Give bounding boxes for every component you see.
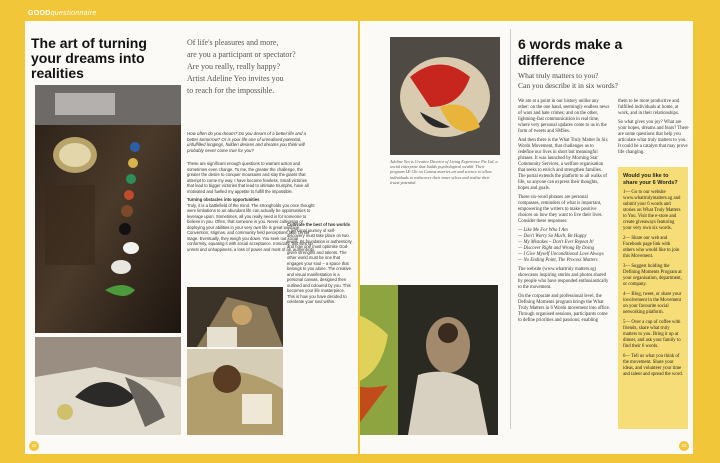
running-header xyxy=(25,9,358,21)
subhead-line: What truly matters to you? xyxy=(518,71,599,80)
article-title: The art of turning your dreams into realities xyxy=(31,35,147,81)
intro-line: are you a participant or spectator? xyxy=(187,50,296,59)
page-number: 22 xyxy=(29,441,39,451)
quote-item: — Like Me For Who I Am xyxy=(518,228,568,233)
body-paragraph: On the corporate and professional level, the Defining Moments program brings the What Truly Matters in 6 Words movement into office. Through organised sessions, participants come to define priorities and passions; enabling xyxy=(518,294,610,323)
subhead-line: Can you describe it in six words? xyxy=(518,81,618,90)
left-page xyxy=(25,9,358,454)
photo-caption: Adeline Yeo is Creative Director of Living Experience Pte Ltd, a social enterprise that builds psychological wealth. Their program LE Chi on Canvas marries art and science to allow individuals to rediscover their inner selves and realise their truest potential. xyxy=(390,159,498,185)
box-item: 5— Over a cup of coffee with friends, share what truly matters to you. Bring it up at dinner, and ask your family to find their 6 words. xyxy=(623,320,681,349)
box-item: 3— Suggest holding the Defining Moments Program at your organisation, department, or company. xyxy=(623,264,682,287)
body-paragraph: A personal journey of self-discovery must take place on two levels. Its foundation is authenticity, and how one must optimise God-given strengths and talents. The other world must be one that engages your soul – a space that belongs to you alone. The creative and visual manifestation is a personal canvas, designed then outlined and coloured by you. This becomes your life masterpiece. This is how you have decided to celebrate your soul within. xyxy=(287,227,353,304)
body-paragraph: The website (www.whattruly matters.sg) showcases inspiring stories and photos shared by people who have responded enthusiastically to the movement. xyxy=(518,267,609,290)
article-lede: How often do you dream? Do you dream of a better life and a better tomorrow? Or is your life one of unrealised potential, unfulfilled longings, hidden desires and dreams you think will probably never come true for you? xyxy=(187,131,307,153)
body-paragraph: So what gives you joy? What are your hopes, dreams and fears? There are some questions that help you articulate what truly matters to you. It could be a catalyst that may prove life changing. xyxy=(618,120,689,155)
artist-with-easel-photo xyxy=(360,285,498,435)
workshop-photo-bottom xyxy=(187,349,283,435)
intro-text xyxy=(187,37,327,97)
artist-photo xyxy=(35,337,181,435)
body-paragraph: These six-word phrases are personal compasses, reminders of what is important, empowering the writers to make positive choices on how they want to live their lives. Consider these responses: xyxy=(518,195,603,224)
brand: GOOD xyxy=(28,10,51,17)
right-column-2 xyxy=(618,99,690,159)
box-heading: Would you like to share your 6 Words? xyxy=(623,173,678,186)
quote-item: — My Mistakes – Don't Ever Repeat It! xyxy=(518,240,594,245)
body-paragraph: Truly, it is a battlefield of the mind. The strongholds you once thought were limitations to an abundant life can actually be opportunities to leverage upon. Sometimes, all you really need is for someone to believe in you. Often, that someone is you. Never cultivating or deploying your abilities in your very own life is great wastage. Convention, stigmas, and community held perceptions take center stage. Eventually, they weigh you down. You seek out social conformity, equating it with social acceptance. Ironically, this stirs up unrest and unhappiness, a loss of power and most of all, authenticity. xyxy=(187,202,315,252)
right-page xyxy=(360,9,693,454)
painting-photo xyxy=(390,37,500,155)
running-header xyxy=(360,9,693,21)
body-paragraph: them to be more productive and fulfilled individuals at home, at work, and in their relationships. xyxy=(618,99,680,116)
quote-item: — No Ending Point, The Process Matters xyxy=(518,258,598,263)
intro-line: to reach for the impossible. xyxy=(187,86,275,95)
palette-photo xyxy=(35,85,181,333)
call-to-action-box xyxy=(618,167,688,429)
article-title: 6 words make a difference xyxy=(518,36,623,68)
column-divider xyxy=(510,29,511,429)
subhead xyxy=(518,71,688,91)
box-item: 1— Go to our website www.whattrulymatters.sg and submit your 6 words and stories on What Truly Matters to You. Visit the e-store and create giveaways featuring your very own six words. xyxy=(623,190,681,231)
body-column-2 xyxy=(287,219,353,308)
body-paragraph: We are at a point in our history unlike any other: on the one hand, seemingly endless news of wars and hate crimes; and on the other, lightning-fast communication in real time, where very personal updates come to us in the form of tweets and SMSes. xyxy=(518,99,610,134)
body-paragraph: And then there is the What Truly Matter In Six Words Movement, that challenges us to redefine our lives in short but meaningful phrases. It was launched by Morning Star Community Services, a welfare organisation that seeks to enrich and strengthen families. The portal extends the platform to all walks of life, so anyone can express their thoughts, hopes and goals. xyxy=(518,138,608,191)
workshop-photo-top xyxy=(187,287,283,347)
box-item: 6— Tell us what you think of the movement. Share your ideas, and volunteer your time and talent and spread the word. xyxy=(623,354,683,377)
section-name: questionnaire xyxy=(50,10,97,17)
body-paragraph: These are significant enough questions to warrant action and sometimes even change. To me, the greater the challenge, the greater the desire to conquer mountains and slay the giants that attempt to come my way. I have become fearless. Small victories that lead to bigger victories that lead to ultimate triumphs, have all motivated and fuelled my appetite to fulfill the impossible. xyxy=(187,161,309,194)
right-column-1 xyxy=(518,99,610,327)
box-item: 4— Blog, tweet, or share your involvement in the Movement on your favourite social networking platform. xyxy=(623,292,682,315)
subheading: Turning obstacles into opportunities xyxy=(187,197,260,202)
quote-item: — Discover Right and Wrong By Doing xyxy=(518,246,595,251)
page-number: 23 xyxy=(679,441,689,451)
quote-item: — I Give Myself Unconditional Love Always xyxy=(518,252,604,257)
intro-line: Are you really, really happy? xyxy=(187,62,280,71)
intro-line: Artist Adeline Yeo invites you xyxy=(187,74,284,83)
quote-item: — Don't Worry So Much, Be Happy xyxy=(518,234,587,239)
subheading: Cultivate the best of two worlds xyxy=(287,222,351,227)
intro-line: Of life's pleasures and more, xyxy=(187,38,279,47)
box-item: 2— Share our web and Facebook page link with others who would like to join this Movement. xyxy=(623,236,680,259)
